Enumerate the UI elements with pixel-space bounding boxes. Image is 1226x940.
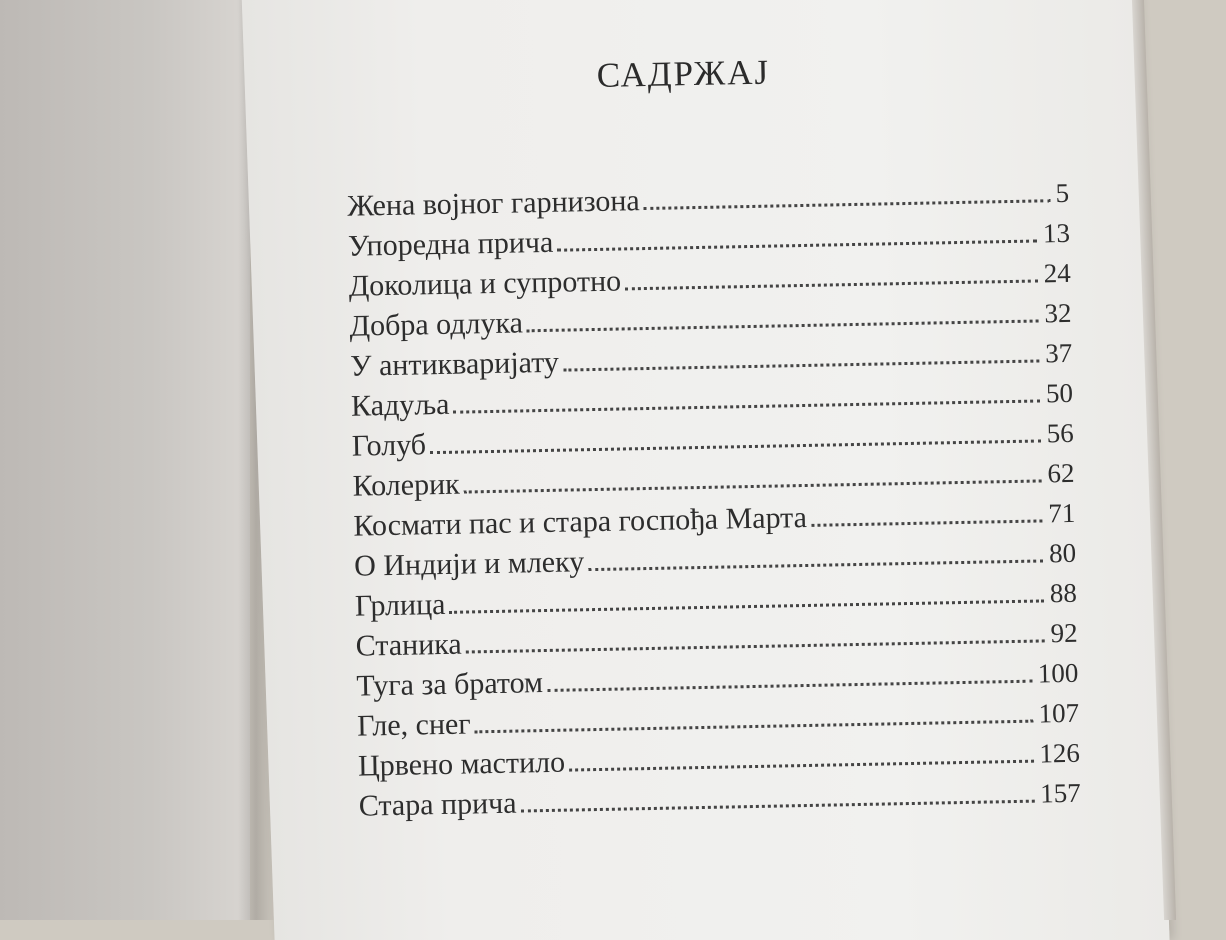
entry-title: Туга за братом (356, 666, 544, 703)
entry-page-number: 24 (1043, 257, 1071, 289)
entry-page-number: 50 (1045, 377, 1074, 409)
toc-heading: САДРЖАЈ (596, 52, 771, 95)
dot-leader (644, 199, 1050, 210)
entry-title: Голуб (351, 428, 427, 463)
dot-leader (454, 399, 1041, 413)
entry-page-number: 80 (1048, 537, 1077, 569)
dot-leader (569, 760, 1033, 772)
entry-title: Грлица (354, 587, 446, 623)
entry-page-number: 13 (1042, 217, 1071, 249)
dot-leader (521, 800, 1035, 813)
dot-leader (450, 599, 1044, 613)
entry-title: У антикваријату (350, 345, 560, 383)
dot-leader (547, 680, 1032, 692)
entry-title: Гле, снег (356, 707, 471, 743)
dot-leader (475, 720, 1033, 734)
entry-title: Жена војног гарнизона (346, 184, 641, 223)
entry-title: Добра одлука (349, 306, 524, 343)
entry-title: Колерик (352, 467, 460, 503)
dot-leader (466, 639, 1045, 653)
dot-leader (563, 359, 1039, 371)
dot-leader (588, 559, 1043, 571)
entry-title: О Индији и млеку (353, 545, 585, 583)
entry-page-number: 107 (1038, 697, 1080, 729)
entry-page-number: 62 (1047, 457, 1075, 489)
entry-page-number: 92 (1050, 617, 1078, 649)
entry-title: Стара прича (358, 786, 517, 823)
entry-title: Црвено мастило (357, 745, 566, 783)
entry-title: Космати пас и стара госпођа Марта (353, 500, 808, 543)
dot-leader (811, 519, 1042, 526)
dot-leader (527, 319, 1039, 332)
dot-leader (464, 479, 1042, 493)
entry-title: Доколица и супротно (348, 264, 622, 303)
entry-page-number: 5 (1055, 177, 1070, 209)
entry-page-number: 56 (1046, 417, 1075, 449)
entry-page-number: 100 (1037, 657, 1079, 689)
dot-leader (625, 279, 1038, 290)
entry-page-number: 32 (1044, 297, 1072, 329)
entry-page-number: 37 (1044, 337, 1073, 369)
entry-page-number: 88 (1049, 577, 1078, 609)
entry-title: Станика (355, 627, 462, 663)
dot-leader (557, 239, 1037, 251)
entry-page-number: 157 (1039, 777, 1081, 809)
entry-title: Упоредна прича (347, 225, 554, 263)
entry-page-number: 71 (1047, 497, 1076, 529)
dot-leader (430, 439, 1041, 454)
entry-page-number: 126 (1039, 737, 1081, 769)
entry-title: Кадуља (350, 387, 450, 423)
